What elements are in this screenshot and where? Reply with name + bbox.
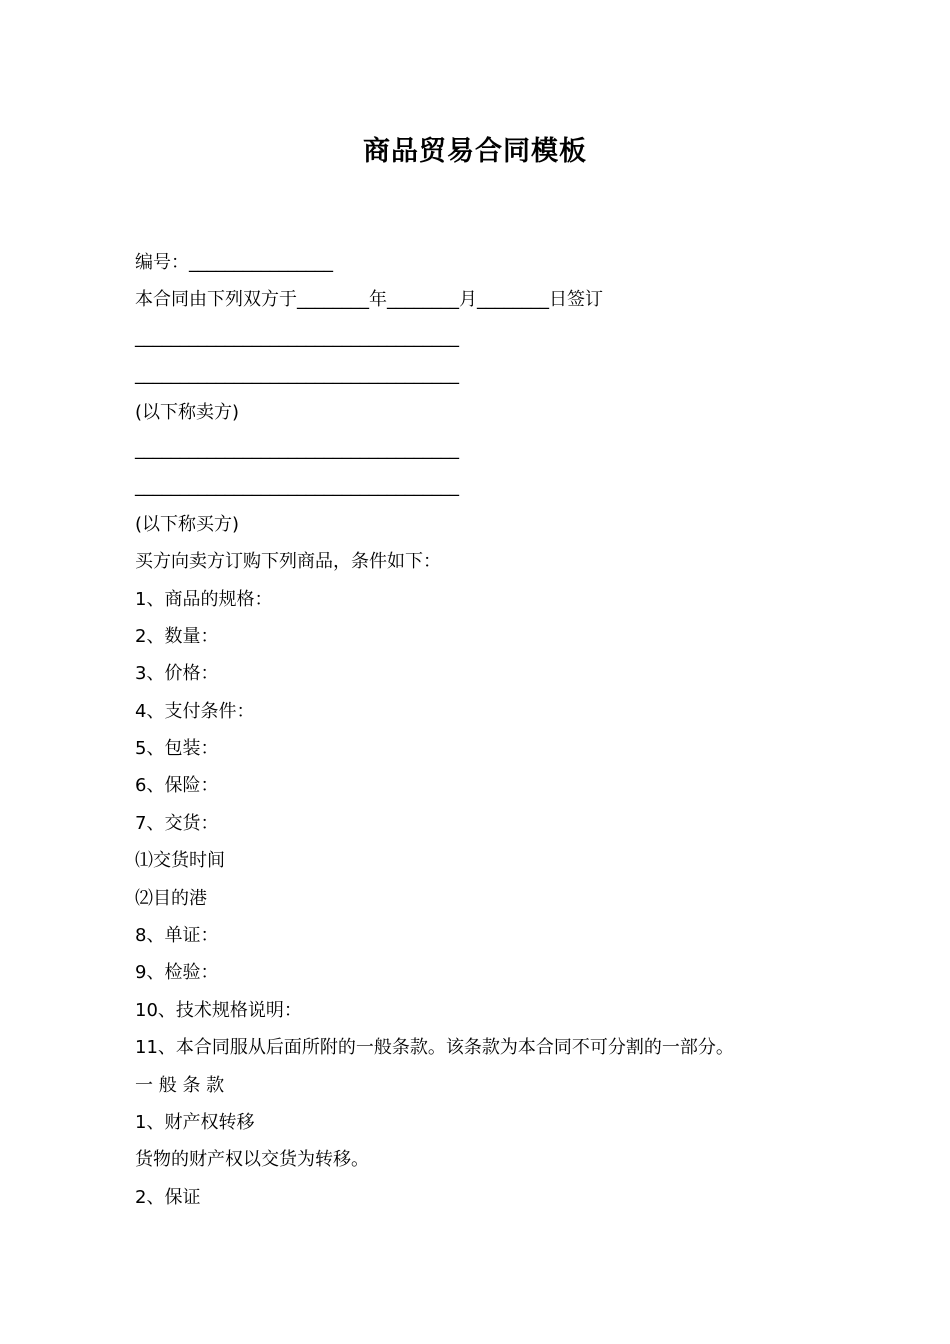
seller-blank-line-2: ____________________________________ <box>135 364 459 386</box>
delivery-time-item: ⑴交货时间 <box>135 850 225 872</box>
document-title: 商品贸易合同模板 <box>363 136 587 167</box>
clause-delivery: 7、交货： <box>135 812 219 834</box>
buyer-label: (以下称买方) <box>135 513 240 535</box>
clause-inspection: 9、检验： <box>135 962 219 984</box>
buyer-blank-line-2: ____________________________________ <box>135 476 459 498</box>
seller-label: (以下称卖方) <box>135 401 240 423</box>
signing-date-line: 本合同由下列双方于________年________月________日签订 <box>135 289 603 311</box>
clause-quantity: 2、数量： <box>135 625 219 647</box>
clause-technical-spec: 10、技术规格说明： <box>135 999 302 1021</box>
clause-packing: 5、包装： <box>135 738 219 760</box>
clause-payment-terms: 4、支付条件： <box>135 700 255 722</box>
destination-port-item: ⑵目的港 <box>135 887 207 909</box>
general-terms-heading: 一 般 条 款 <box>135 1074 225 1096</box>
clause-general-terms-reference: 11、本合同服从后面所附的一般条款。该条款为本合同不可分割的一部分。 <box>135 1037 734 1059</box>
contract-number-line: 编号：________________ <box>135 252 333 273</box>
clause-insurance: 6、保险： <box>135 775 219 797</box>
buyer-blank-line-1: ____________________________________ <box>135 438 459 460</box>
order-intro-line: 买方向卖方订购下列商品，条件如下： <box>135 551 441 573</box>
general-term-text-ownership: 货物的财产权以交货为转移。 <box>135 1149 369 1171</box>
document-body <box>135 244 835 1216</box>
general-term-title-ownership: 1、财产权转移 <box>135 1111 255 1133</box>
clause-specification: 1、商品的规格： <box>135 588 273 610</box>
general-term-title-warranty: 2、保证 <box>135 1186 201 1208</box>
clause-price: 3、价格： <box>135 663 219 685</box>
clause-documents: 8、单证： <box>135 925 219 947</box>
seller-blank-line-1: ____________________________________ <box>135 326 459 348</box>
